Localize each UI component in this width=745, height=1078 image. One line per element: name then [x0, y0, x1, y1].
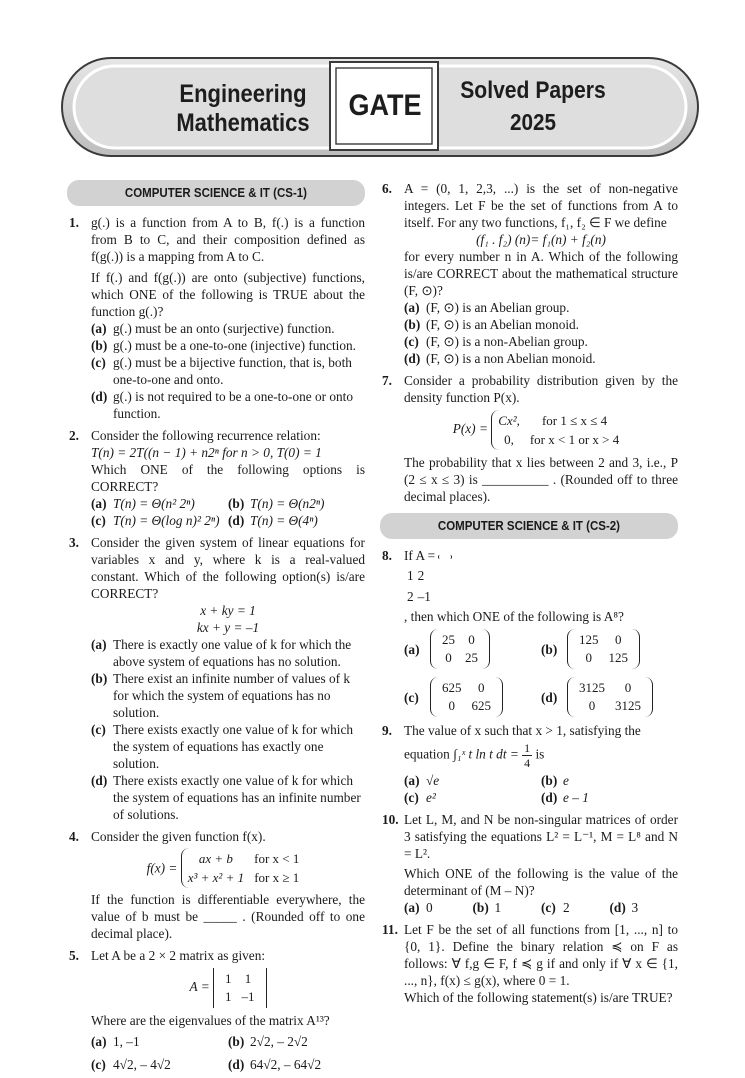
- option-c: (c) 4√2, – 4√2: [91, 1057, 171, 1072]
- option-c: (c) 2: [541, 900, 570, 915]
- option-a: (a) There is exactly one value of k for which the above system of equations has no solution.: [91, 637, 352, 669]
- question-text: Let L, M, and N be non-singular matrices of order 3 satisfying the equations L² = L⁻¹, M = L⁸ and N = L².: [404, 812, 678, 861]
- option-b: (b) g(.) must be a one-to-one (injective) function.: [91, 338, 356, 353]
- question-number: 6.: [382, 181, 392, 196]
- question-text: Consider the given function f(x).: [91, 829, 266, 844]
- banner-title-line1: Solved Papers: [460, 77, 606, 104]
- question-number: 9.: [382, 723, 392, 738]
- equation: x + ky = 1: [200, 603, 256, 618]
- option-d: (d) e – 1: [541, 790, 589, 805]
- matrix-A: A = 1 1 1 –1: [91, 968, 365, 1008]
- equation: kx + y = –1: [196, 620, 260, 635]
- question-5: [67, 947, 365, 1073]
- question-text: If f(.) and f(g(.)) are onto (subjective) functions, which ONE of the following is TRUE about the function g(.)?: [91, 270, 365, 319]
- integral-equation: equation ∫₁ˣ t ln t dt = $\frac{1}{4}$ is: [404, 741, 545, 770]
- option-c: (c) e²: [404, 790, 436, 805]
- question-4: [67, 828, 365, 942]
- option-a: (a) 0: [404, 900, 433, 915]
- question-text: If A =: [404, 547, 678, 564]
- question-number: 11.: [382, 922, 398, 937]
- question-text: g(.) is a function from A to B, f(.) is a function from B to C, and their composition defined as f(g(.)) is a mapping from A to C.: [91, 215, 365, 264]
- question-number: 4.: [69, 829, 79, 844]
- option-c: (c) g(.) must be a bijective function, that is, both one-to-one and onto.: [91, 355, 352, 387]
- recurrence-relation: T(n) = 2T((n − 1) + n2ⁿ for n > 0, T(0) = 1: [91, 445, 322, 460]
- question-7: [380, 372, 678, 505]
- banner-subject-line2: Mathematics: [176, 109, 310, 137]
- banner-subject: [151, 80, 336, 138]
- option-d: (d) There exists exactly one value of k for which the system of equations has an infinite number of solutions.: [91, 773, 361, 822]
- question-text: The value of x such that x > 1, satisfying the: [404, 723, 641, 738]
- question-text: If the function is differentiable everywhere, the value of b must be _____ . (Rounded off to one decimal place).: [91, 892, 365, 941]
- question-text: Consider the following recurrence relation:: [91, 428, 321, 443]
- question-number: 8.: [382, 548, 392, 563]
- question-text: for every number n in A. Which of the following is/are CORRECT about the mathematical structure (F, ⊙)?: [404, 249, 678, 298]
- option-b: (b) There exist an infinite number of values of k for which the system of equations has no solution.: [91, 671, 351, 720]
- question-text: Which of the following statement(s) is/are TRUE?: [404, 990, 673, 1005]
- question-number: 7.: [382, 373, 392, 388]
- section-header-cs2: COMPUTER SCIENCE & IT (CS-2): [380, 513, 678, 539]
- option-d: (d) 3125 0 0 3125: [541, 677, 678, 717]
- option-c: (c) (F, ⊙) is a non-Abelian group.: [404, 334, 588, 349]
- option-a: (a) (F, ⊙) is an Abelian group.: [404, 300, 570, 315]
- option-c: (c) There exists exactly one value of k for which the system of equations has exactly one solution.: [91, 722, 353, 771]
- option-d: (d) T(n) = Θ(4ⁿ): [228, 513, 318, 528]
- question-9: [380, 722, 678, 806]
- option-b: (b) (F, ⊙) is an Abelian monoid.: [404, 317, 580, 332]
- question-8: 8. If A = 1 2 2 –1 , then which ONE of the following is A⁸? (a) 25 0 0 25 (b) 125 0 0 125 (c) 625 0 0 625 (d) 3125 0 0 3125: [380, 547, 678, 717]
- question-6: [380, 180, 678, 367]
- question-11: [380, 921, 678, 1006]
- option-c: (c) 625 0 0 625: [404, 677, 541, 717]
- question-number: 3.: [69, 535, 79, 550]
- option-a: (a) g(.) must be an onto (surjective) function.: [91, 321, 335, 336]
- question-text: The probability that x lies between 2 and 3, i.e., P (2 ≤ x ≤ 3) is __________ . (Rounded off to three decimal places).: [404, 455, 678, 504]
- question-2: [67, 427, 365, 529]
- question-text: Where are the eigenvalues of the matrix A¹³?: [91, 1013, 330, 1028]
- question-text: Consider a probability distribution given by the density function P(x).: [404, 373, 678, 405]
- question-1: [67, 214, 365, 422]
- question-text: Let A be a 2 × 2 matrix as given:: [91, 948, 266, 963]
- option-b: (b) e: [541, 773, 569, 788]
- question-number: 5.: [69, 948, 79, 963]
- question-3: [67, 534, 365, 823]
- option-c: (c) T(n) = Θ(log n)² 2ⁿ): [91, 513, 220, 528]
- question-number: 10.: [382, 812, 399, 827]
- option-b: (b) 1: [472, 900, 502, 915]
- option-a: (a) 1, –1: [91, 1034, 140, 1049]
- question-text: Let F be the set of all functions from [1, ..., n] to {0, 1}. Define the binary relation ≼ on F as follows: ∀ f,g ∈ F, f ≼ g if and only if ∀ x ∈ {1, ..., n}, f(x) ≤ g(x), where 0 = 1.: [404, 922, 678, 988]
- option-b: (b) 2√2, – 2√2: [228, 1034, 308, 1049]
- question-text: A = (0, 1, 2,3, ...) is the set of non-negative integers. Let F be the set of functions from A to itself. For any two functions, f₁, f₂ ∈ F we define: [404, 181, 678, 230]
- option-d: (d) g(.) is not required to be a one-to-one or onto function.: [91, 389, 354, 421]
- question-number: 1.: [69, 215, 79, 230]
- left-column: [67, 180, 365, 1078]
- question-number: 2.: [69, 428, 79, 443]
- piecewise-function: f(x) = ax + b for x < 1 x³ + x² + 1 for x ≥ 1: [91, 848, 365, 888]
- question-10: [380, 811, 678, 916]
- option-b: (b) 125 0 0 125: [541, 629, 678, 669]
- question-text: Which ONE of the following is the value of the determinant of (M – N)?: [404, 866, 678, 898]
- banner-title: [438, 76, 628, 136]
- right-column: [380, 180, 678, 1011]
- density-function: P(x) = Cx², for 1 ≤ x ≤ 4 0, for x < 1 or x > 4: [404, 410, 678, 450]
- question-text: Consider the given system of linear equations for variables x and y, where k is a real-valued constant. Which of the following option(s) is/are CORRECT?: [91, 535, 365, 601]
- option-d: (d) 64√2, – 64√2: [228, 1057, 322, 1072]
- option-a: (a) T(n) = Θ(n² 2ⁿ): [91, 496, 195, 511]
- definition: (f₁ . f₂) (n)= f₁(n) + f₂(n): [476, 232, 606, 247]
- banner-exam: GATE: [348, 89, 422, 122]
- option-d: (d) 3: [609, 900, 639, 915]
- section-header-cs1: COMPUTER SCIENCE & IT (CS-1): [67, 180, 365, 206]
- option-d: (d) (F, ⊙) is a non Abelian monoid.: [404, 351, 596, 366]
- banner-subject-line1: Engineering: [179, 80, 307, 108]
- option-a: (a) √e: [404, 773, 440, 788]
- option-b: (b) T(n) = Θ(n2ⁿ): [228, 496, 325, 511]
- header-banner: [60, 52, 700, 162]
- question-text: Which ONE of the following options is CORRECT?: [91, 462, 365, 494]
- banner-year: 2025: [509, 109, 557, 135]
- option-a: (a) 25 0 0 25: [404, 629, 541, 669]
